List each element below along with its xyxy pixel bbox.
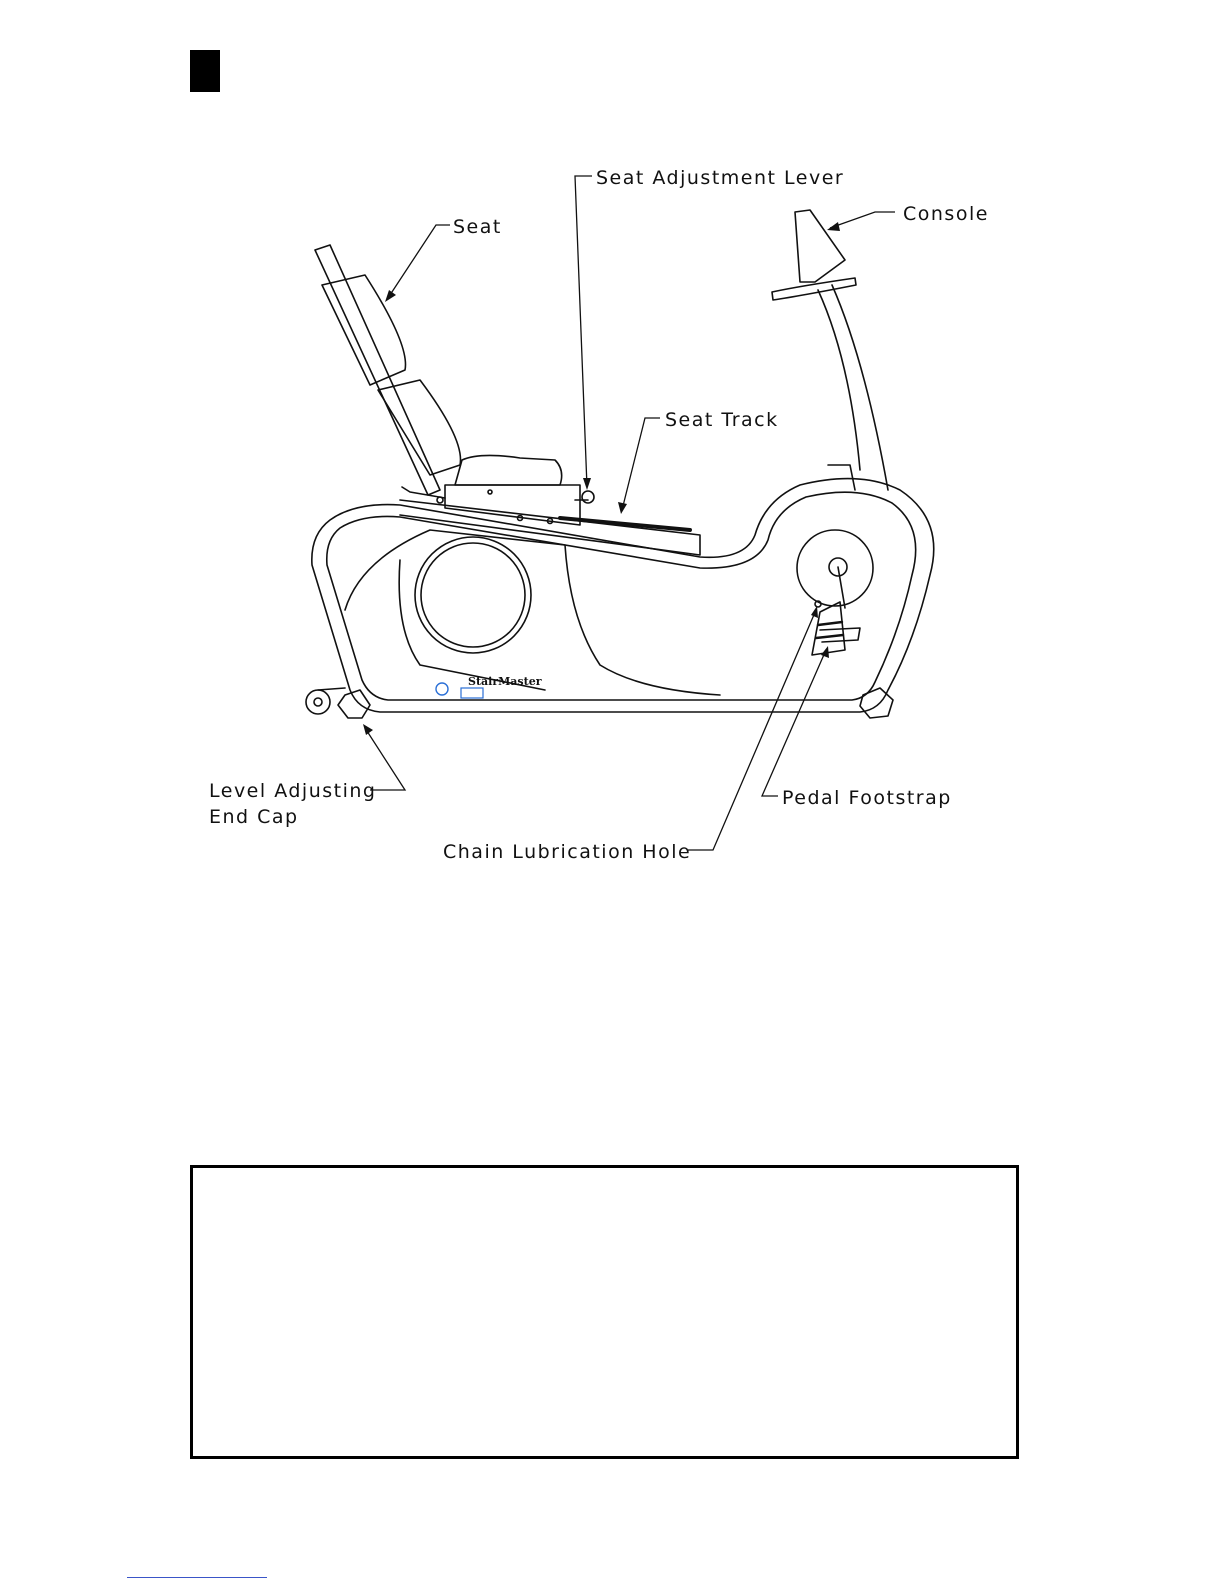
- arrowhead-console: [827, 222, 840, 231]
- label-seat: Seat: [453, 216, 502, 238]
- label-seat-track: Seat Track: [665, 409, 779, 431]
- arrowhead-seat-track: [618, 502, 627, 514]
- label-level-adjusting-line2: End Cap: [209, 806, 299, 828]
- footer-rule: [127, 1577, 267, 1578]
- arrowhead-seat: [385, 290, 396, 302]
- label-pedal-footstrap: Pedal Footstrap: [782, 787, 952, 809]
- front-end-cap: [338, 690, 370, 718]
- note-box: [190, 1165, 1019, 1459]
- flywheel-window-inner: [421, 543, 525, 647]
- brand-badge: [461, 688, 483, 698]
- arrowhead-chain-lubrication: [811, 606, 818, 618]
- backrest-pad-lower: [378, 380, 461, 475]
- leader-seat-adjustment-lever: [575, 176, 592, 487]
- label-console: Console: [903, 203, 989, 225]
- leader-pedal-footstrap: [762, 650, 826, 796]
- label-level-adjusting-line1: Level Adjusting: [209, 780, 377, 802]
- brand-logo: StairMaster: [468, 675, 542, 688]
- transport-wheel-hub: [314, 698, 322, 706]
- rear-end-cap: [860, 688, 893, 718]
- leader-seat: [388, 225, 450, 298]
- brand-mark-icon: [436, 683, 448, 695]
- label-seat-adjustment-lever: Seat Adjustment Lever: [596, 167, 845, 189]
- flywheel-window-outer: [415, 537, 531, 653]
- carriage-bolt: [488, 490, 492, 494]
- console-base: [828, 465, 855, 490]
- label-chain-lubrication-hole: Chain Lubrication Hole: [443, 841, 692, 863]
- seat-lever-knob: [582, 491, 594, 503]
- arrowhead-pedal-footstrap: [821, 646, 829, 658]
- seat-cushion: [455, 455, 562, 485]
- console-body: [795, 210, 845, 282]
- leader-console: [830, 212, 895, 228]
- arrowhead-level-adjusting: [363, 724, 373, 735]
- leader-chain-lubrication: [688, 610, 816, 850]
- console-post: [818, 285, 888, 490]
- leader-seat-track: [622, 418, 660, 510]
- transport-wheel: [306, 690, 330, 714]
- transport-wheel-arm: [318, 688, 345, 690]
- arrowhead-seat-adjustment-lever: [583, 478, 591, 490]
- crank-housing: [797, 530, 873, 606]
